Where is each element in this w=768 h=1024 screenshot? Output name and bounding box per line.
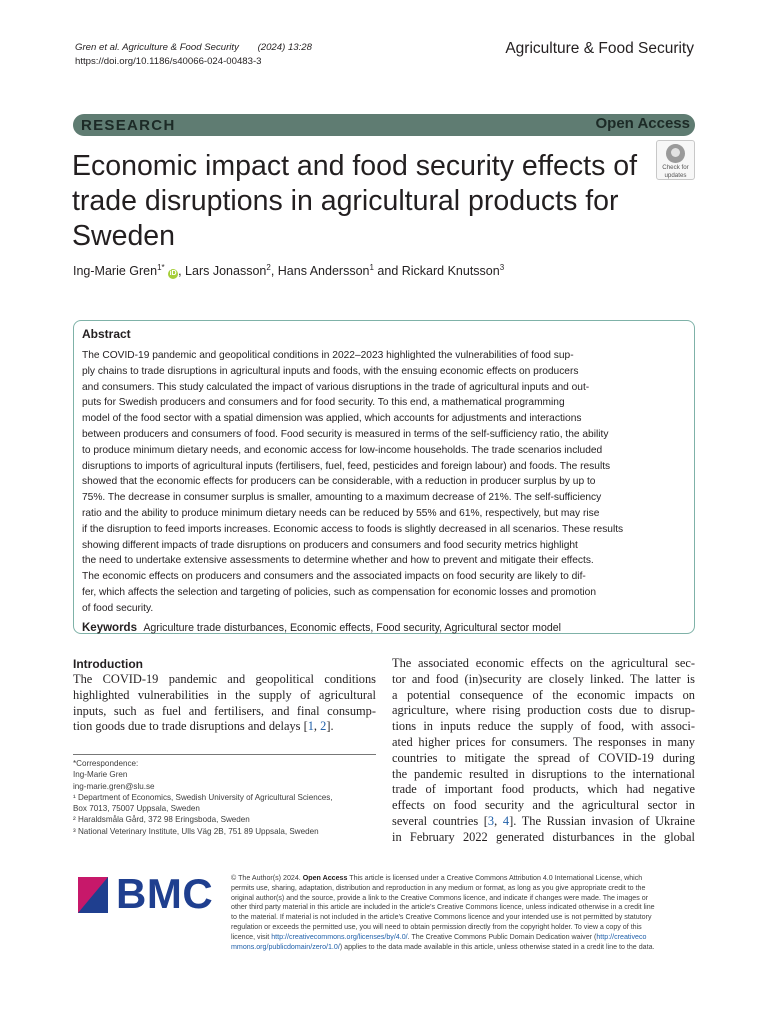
footnote-line: ² Haraldsmåla Gård, 372 98 Eringsboda, Sweden [73,815,250,825]
abstract-line: and consumers. This study calculated the impact of various disruptions in the trade of agricultural inputs and out- [82,381,590,393]
check-updates-icon [666,144,685,163]
cc0-url-link[interactable]: http://creativeco [596,932,647,941]
author-name[interactable]: , Hans Andersson [270,264,370,279]
citation-link[interactable]: 3 [487,813,495,828]
check-updates-line1: Check for [662,164,689,171]
citation-separator: , [494,813,503,828]
abstract-line: model of the food sector with a spatial dimension was applied, which accounts for adjustments and interactions [82,413,582,425]
running-header [75,41,312,68]
doi-link[interactable]: https://doi.org/10.1186/s40066-024-00483-3 [75,55,262,67]
open-access-label: Open Access [595,115,690,132]
citation-link[interactable]: 2 [320,719,327,734]
cc0-url-link[interactable]: mmons.org/publicdomain/zero/1.0/ [231,942,340,951]
abstract-line: showing different impacts of trade disruptions on producers and consumers and food security metrics highlight [82,539,578,551]
abstract-line: The economic effects on producers and consumers and the associated impacts on food security are likely to dif- [82,571,586,583]
abstract-line: puts for Swedish producers and consumers and for food security. To this end, a mathematical programming [82,397,565,409]
keywords-list: Agriculture trade disturbances, Economic effects, Food security, Agricultural sector model [143,621,561,634]
journal-name: Agriculture & Food Security [505,40,694,57]
body-line: highlighted vulnerabilities in the supply of agricultural [73,687,376,702]
body-line: The COVID-19 pandemic and geopolitical conditions [73,672,376,686]
abstract-line: if the disruption to feed imports increases. Economic access to foods is slightly decreased in all scenarios. These results [82,523,624,535]
check-updates-line2: updates [664,172,687,179]
body-line: countries to mitigate the spread of COVID-19 during [392,750,695,765]
abstract-line: fer, which affects the selection and targeting of policies, such as compensation for economic losses and promotion [82,586,597,598]
footnotes [73,754,376,837]
abstract-box [73,320,695,634]
author-name[interactable]: and Rickard Knutsson [373,264,500,279]
license-line [231,933,701,943]
correspondence-email[interactable]: ing-marie.gren@slu.se [73,781,155,791]
abstract-line: 75%. The decrease in consumer surplus is smaller, amounting to a maximum decrease of 21%. The self-sufficiency [82,492,602,504]
right-column-text [392,656,695,846]
keywords-label: Keywords [82,621,137,634]
footnote-line: Box 7013, 75007 Uppsala, Sweden [73,804,200,814]
body-line: the pandemic resulted in disruptions to the international [392,766,695,781]
body-line-text: several countries [ [392,813,488,828]
bmc-logo-text: BMC [116,870,214,917]
author-name[interactable]: , Lars Jonasson [178,264,267,279]
body-line-text: ]. The Russian invasion of Ukraine [509,813,696,828]
abstract-line: to produce minimum dietary needs, and economic access for low-income households. The trade scenarios included [82,444,603,456]
affiliation-marker: 2 [266,263,271,272]
affiliation-marker: 1 [369,263,374,272]
orcid-icon[interactable]: iD [169,270,177,278]
introduction-heading: Introduction [73,657,143,671]
section-label: RESEARCH [81,117,176,134]
footnote-line: ³ National Veterinary Institute, Ulls Väg 2B, 751 89 Uppsala, Sweden [73,826,319,836]
affiliation-marker: 3 [499,263,505,272]
right-column [392,656,695,846]
body-line-end: ]. [326,719,334,734]
citation-journal: Gren et al. Agriculture & Food Security [75,42,239,53]
abstract-line: between producers and consumers of food. Food security is measured in terms of the self-sufficiency ratio, the ability [82,428,609,440]
introduction-text [73,672,376,735]
abstract-text [82,348,686,617]
abstract-line: disruptions to imports of agricultural inputs (fertilisers, fuel, feed, pesticides and foreign labour) and foods. The results [82,460,611,472]
body-line: agriculture, where rising production costs due to disrup- [392,703,695,718]
body-line: ated higher prices for consumers. The responses in many [392,734,695,749]
keywords [82,622,686,634]
bmc-logo[interactable] [78,870,218,917]
license-line: regulation or exceeds the permitted use, you will need to obtain permission directly from the copyright holder. To view a copy of this [231,922,642,931]
body-line [392,814,695,830]
article-type-banner [73,114,695,136]
body-line: effects on food security and the agricultural sector in [392,798,695,813]
body-line-text: tion goods due to trade disruptions and delays [ [73,719,308,734]
license-line: other third party material in this article are included in the article's Creative Commons licence, unless indicated otherwise in a credit line [231,903,655,912]
footnote-line: ¹ Department of Economics, Swedish University of Agricultural Sciences, [73,792,333,802]
footnote-line: *Correspondence: [73,759,139,768]
license-line: to the material. If material is not included in the article's Creative Commons licence and your intended use is not permitted by statutory [231,913,652,922]
abstract-line: of food security. [82,602,154,614]
license-statement [231,874,701,952]
license-line: original author(s) and the source, provide a link to the Creative Commons licence, and indicate if changes were made. The images or [231,893,649,902]
license-text: © The Author(s) 2024. [231,874,303,882]
body-line: trade of important food products, which had negative [392,782,695,797]
abstract-line: ratio and the ability to produce minimum dietary needs can be reduced by 55% and 61%, respectively, but may rise [82,507,600,519]
license-text: This article is licensed under a Creative Commons Attribution 4.0 International License, which [347,874,643,882]
license-text: . The Creative Commons Public Domain Dedication waiver ( [407,932,597,941]
body-line: inputs, such as fuel and fertilisers, and final consump- [73,703,376,718]
body-line: tions in inputs reduce the supply of food, with associ- [392,719,695,734]
abstract-line: ply chains to trade disruptions in agricultural inputs and foods, with the ensuing economic effects on producers [82,365,579,377]
license-line [231,874,701,884]
license-url-link[interactable]: http://creativecommons.org/licenses/by/4.0/ [271,932,408,941]
author-list [73,263,504,279]
body-line [73,719,376,735]
citation-year: (2024) 13:28 [257,42,312,53]
license-line [231,943,701,953]
license-text: ) applies to the data made available in this article, unless otherwise stated in a credit line to the data. [339,942,655,951]
footnote-line: Ing-Marie Gren [73,770,128,780]
body-line: in February 2022 generated disturbances in the global [392,829,695,844]
check-for-updates-badge[interactable] [656,140,695,180]
citation-link[interactable]: 1 [307,719,314,734]
article-title: Economic impact and food security effects of trade disruptions in agricultural products for Sweden [72,150,638,252]
body-line: a potential consequence of the economic impacts on [392,687,695,702]
abstract-line: showed that the economic effects for producers can be considerable, with a reduction in producer surplus by up to [82,476,596,488]
author-name[interactable]: Ing-Marie Gren [73,264,158,279]
abstract-heading: Abstract [82,327,131,341]
bmc-logo-triangle [78,877,108,913]
affiliation-marker: 1* [157,263,165,272]
license-line: permits use, sharing, adaptation, distribution and reproduction in any medium or format, as long as you give appropriate credit to the [231,883,646,892]
abstract-line: the need to undertake extensive assessments to determine whether and how to prevent and mitigate their effects. [82,555,594,567]
abstract-line: The COVID-19 pandemic and geopolitical conditions in 2022–2023 highlighted the vulnerabilities of food sup- [82,350,574,361]
body-line: tor and food (in)security are closely linked. The latter is [392,671,695,686]
license-text: licence, visit [231,932,272,941]
body-line: The associated economic effects on the agricultural sec- [392,656,695,670]
left-column [73,656,376,735]
citation-link[interactable]: 4 [502,813,510,828]
citation-separator: , [313,719,321,734]
open-access-bold: Open Access [302,874,348,882]
